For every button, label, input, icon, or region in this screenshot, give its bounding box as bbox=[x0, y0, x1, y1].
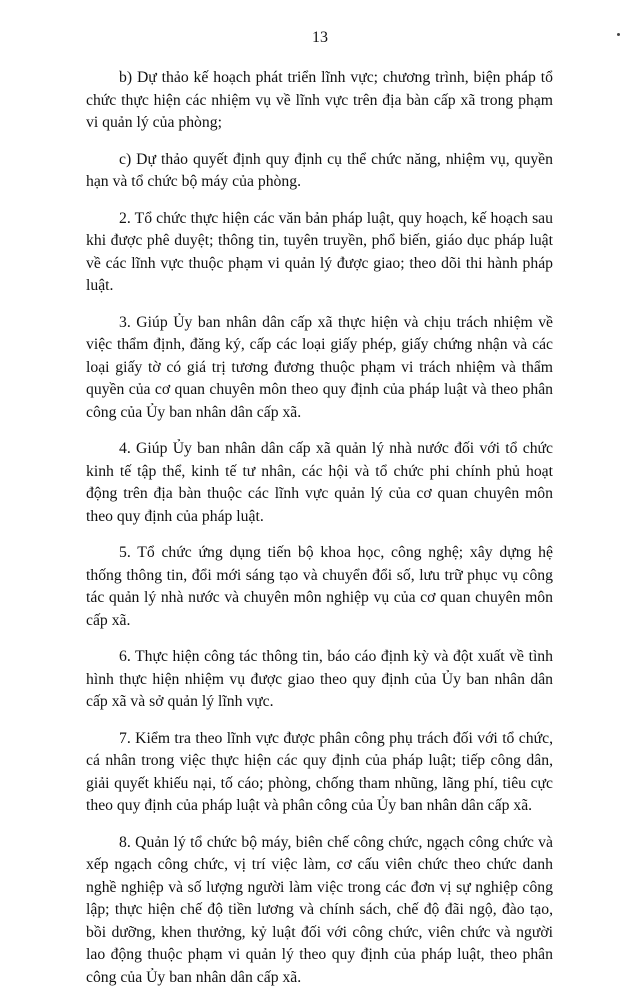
paragraph-8: 8. Quản lý tổ chức bộ máy, biên chế công chức, ngạch công chức và xếp ngạch công chức, vị trí việc làm, cơ cấu viên chức theo chức danh nghề nghiệp và số lượng người làm việc trong các đơn vị sự nghiệp công lập; thực hiện chế độ tiền lương và chính sách, chế độ đãi ngộ, đào tạo, bồi dưỡng, khen thưởng, kỷ luật đối với công chức, viên chức và người lao động thuộc phạm vi quản lý theo quy định của pháp luật, theo phân công của Ủy ban nhân dân cấp xã. bbox=[86, 833, 553, 986]
paragraph-1b: b) Dự thảo kế hoạch phát triển lĩnh vực; chương trình, biện pháp tổ chức thực hiện các nhiệm vụ về lĩnh vực trên địa bàn cấp xã trong phạm vi quản lý của phòng; bbox=[86, 69, 553, 131]
document-body bbox=[86, 67, 553, 1003]
paragraph-7: 7. Kiểm tra theo lĩnh vực được phân công phụ trách đối với tổ chức, cá nhân trong việc thực hiện các quy định của pháp luật; tiếp công dân, giải quyết khiếu nại, tố cáo; phòng, chống tham nhũng, lãng phí, tiêu cực theo quy định của pháp luật và phân công của Ủy ban nhân dân cấp xã. bbox=[86, 729, 553, 814]
paragraph-5: 5. Tổ chức ứng dụng tiến bộ khoa học, công nghệ; xây dựng hệ thống thông tin, đổi mới sáng tạo và chuyển đổi số, lưu trữ phục vụ công tác quản lý nhà nước và chuyên môn nghiệp vụ của cơ quan chuyên môn cấp xã. bbox=[86, 544, 553, 629]
paragraph-3: 3. Giúp Ủy ban nhân dân cấp xã thực hiện và chịu trách nhiệm về việc thẩm định, đăng ký, cấp các loại giấy phép, giấy chứng nhận và các loại giấy tờ có giá trị tương đương thuộc phạm vi trách nhiệm và thẩm quyền của cơ quan chuyên môn theo quy định của pháp luật và theo phân công của Ủy ban nhân dân cấp xã. bbox=[86, 313, 553, 421]
paragraph-6: 6. Thực hiện công tác thông tin, báo cáo định kỳ và đột xuất về tình hình thực hiện nhiệm vụ được giao theo quy định của Ủy ban nhân dân cấp xã và sở quản lý lĩnh vực. bbox=[86, 648, 553, 710]
paragraph-1c: c) Dự thảo quyết định quy định cụ thể chức năng, nhiệm vụ, quyền hạn và tổ chức bộ máy của phòng. bbox=[86, 150, 553, 190]
scan-speck bbox=[617, 33, 620, 36]
paragraph-2: 2. Tổ chức thực hiện các văn bản pháp luật, quy hoạch, kế hoạch sau khi được phê duyệt; thông tin, tuyên truyền, phổ biến, giáo dục pháp luật về các lĩnh vực thuộc phạm vi quản lý được giao; theo dõi thi hành pháp luật. bbox=[86, 209, 553, 294]
page-number: 13 bbox=[312, 29, 328, 46]
paragraph-4: 4. Giúp Ủy ban nhân dân cấp xã quản lý nhà nước đối với tổ chức kinh tế tập thể, kinh tế tư nhân, các hội và tổ chức phi chính phủ hoạt động trên địa bàn thuộc các lĩnh vực quản lý của cơ quan chuyên môn theo quy định của pháp luật. bbox=[86, 440, 553, 525]
